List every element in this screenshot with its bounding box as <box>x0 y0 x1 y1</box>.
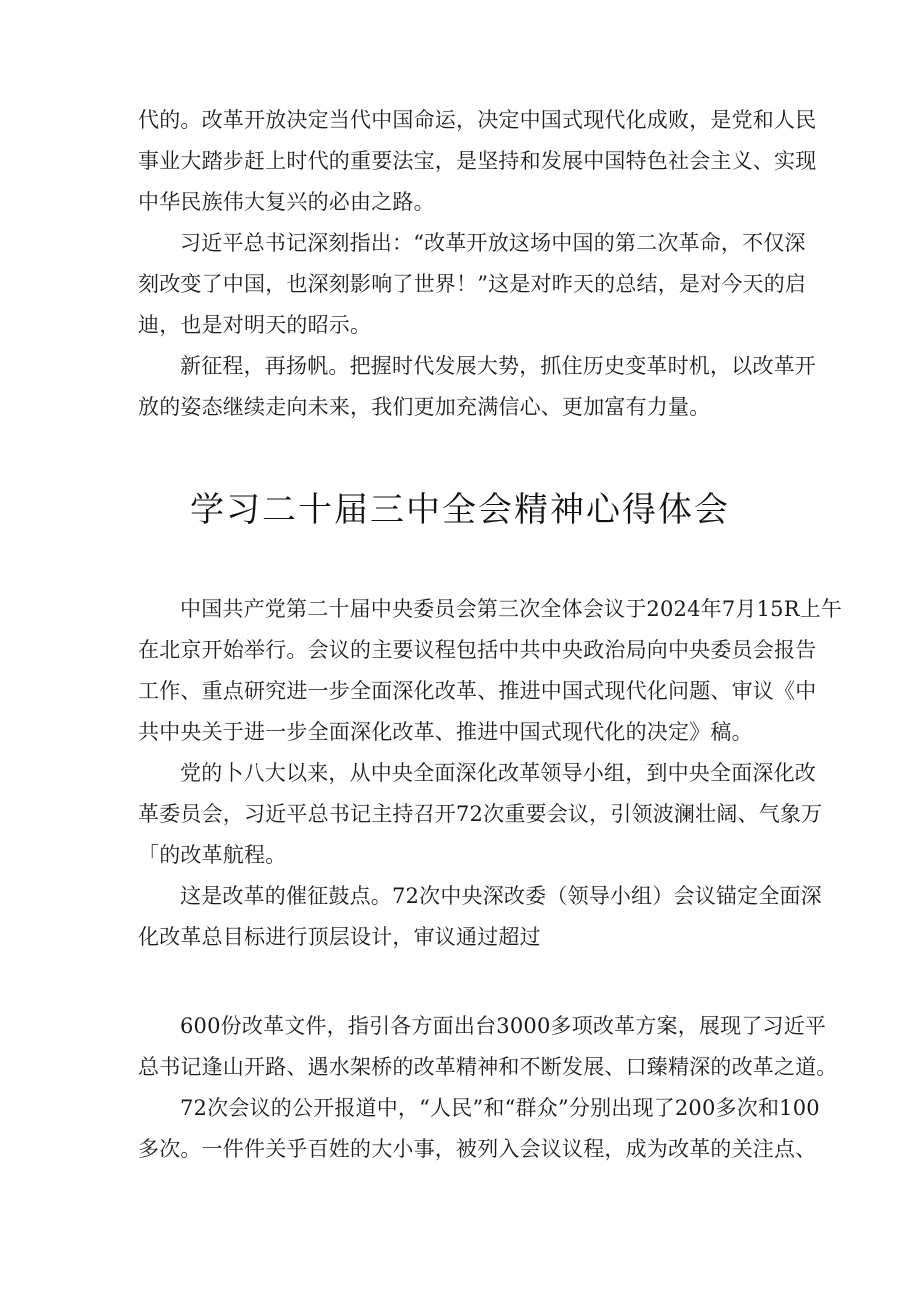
text-line: 中国共产党第二十届中央委员会第三次全体会议于2024年7月15R上午 <box>180 597 843 621</box>
text-line: 习近平总书记深刻指出：“改革开放这场中国的第二次革命，不仅深 <box>180 231 806 255</box>
text-line: 党的卜八大以来，从中央全面深化改革领导小组，到中央全面深化改 <box>180 761 816 785</box>
text-line: 事业大踏步赶上时代的重要法宝，是坚持和发展中国特色社会主义、实现 <box>138 149 817 173</box>
text-line: 刻改变了中国，也深刻影响了世界！”这是对昨天的总结，是对今天的启 <box>138 272 807 296</box>
text-line: 600份改革文件，指引各方面出台3000多项改革方案，展现了习近平 <box>180 1014 827 1038</box>
text-line: 革委员会，习近平总书记主持召开72次重要会议，引领波澜壮阔、气象万 <box>138 802 823 826</box>
text-line: 72次会议的公开报道中，“人民”和“群众”分别出现了200多次和100 <box>180 1096 820 1120</box>
text-line: 新征程，再扬帆。把握时代发展大势，抓住历史变革时机，以改革开 <box>180 354 816 378</box>
article-body-part-a <box>138 589 843 958</box>
text-line: 在北京开始举行。会议的主要议程包括中共中央政治局向中央委员会报告 <box>138 638 817 662</box>
continued-section <box>138 100 817 428</box>
text-line: 中华民族伟大复兴的必由之路。 <box>138 190 435 214</box>
text-line: 这是改革的催征鼓点。72次中央深改委（领导小组）会议锚定全面深 <box>180 884 822 908</box>
text-line: 总书记逢山开路、遇水架桥的改革精神和不断发展、口臻精深的改革之道。 <box>138 1055 838 1079</box>
text-line: 代的。改革开放决定当代中国命运，决定中国式现代化成败，是党和人民 <box>138 108 817 132</box>
article-body-part-b <box>138 1006 838 1170</box>
text-line: 放的姿态继续走向未来，我们更加充满信心、更加富有力量。 <box>138 395 711 419</box>
text-line: 迪，也是对明天的昭示。 <box>138 313 372 337</box>
text-line: 工作、重点研究进一步全面深化改革、推进中国式现代化问题、审议《中 <box>138 679 817 703</box>
text-line: 化改革总目标进行顶层设计，审议通过超过 <box>138 925 541 949</box>
text-line: 共中央关于进一步全面深化改革、推进中国式现代化的决定》稿。 <box>138 720 753 744</box>
text-line: 「的改革航程。 <box>138 843 287 867</box>
article-title: 学习二十届三中全会精神心得体会 <box>190 490 730 530</box>
text-line: 多次。一件件关乎百姓的大小事，被列入会议议程，成为改革的关注点、 <box>138 1137 817 1161</box>
